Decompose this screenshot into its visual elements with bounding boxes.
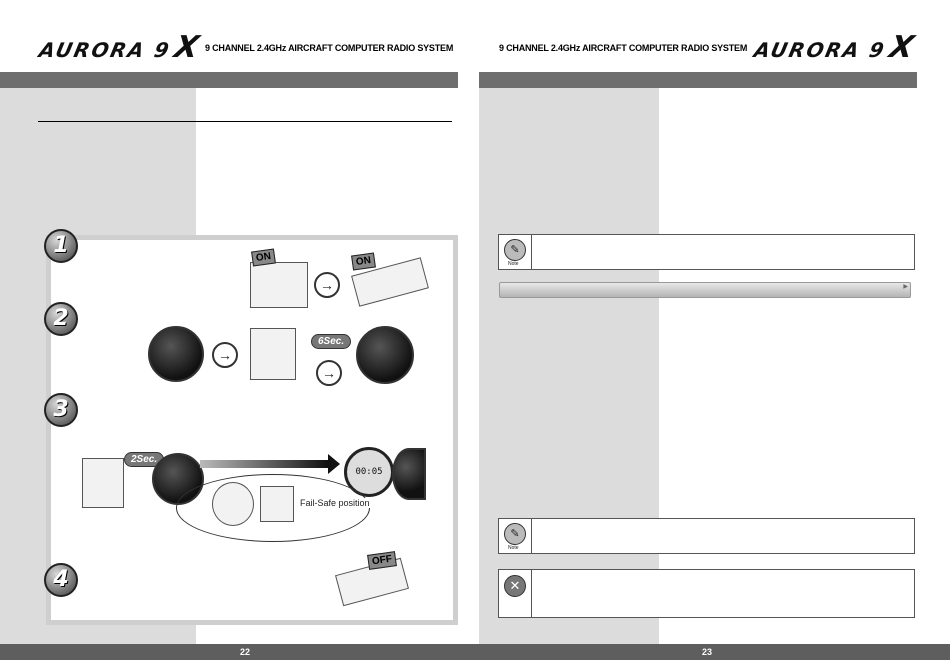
header-tagline: 9 CHANNEL 2.4GHz AIRCRAFT COMPUTER RADIO SYSTEM <box>205 43 454 53</box>
page-number-right: 23 <box>701 647 712 657</box>
warning-divider <box>531 570 532 617</box>
note-label: Note <box>508 261 519 267</box>
warning-icon: ✕ <box>504 575 526 597</box>
tx-on-badge: ON <box>251 248 276 266</box>
note-divider <box>531 235 532 269</box>
two-sec-badge: 2Sec. <box>124 452 164 467</box>
note-divider <box>531 519 532 553</box>
right-page <box>475 0 950 672</box>
servo-illustration <box>260 486 294 522</box>
logo-text: AURORA 9 <box>36 38 174 62</box>
note-box-2 <box>498 518 915 554</box>
note-box-1 <box>498 234 915 270</box>
arrow-icon: → <box>212 342 238 368</box>
logo-x: X <box>886 30 919 65</box>
receiver-closeup-4 <box>392 448 426 500</box>
note-icon: ✎ <box>504 239 526 261</box>
stopwatch-icon: 00:05 <box>344 447 394 497</box>
right-gray-column <box>479 88 659 644</box>
section-heading-bar <box>499 282 911 298</box>
section-rule <box>38 121 452 122</box>
corner-mark: ▶ <box>903 284 908 290</box>
header-tagline: 9 CHANNEL 2.4GHz AIRCRAFT COMPUTER RADIO SYSTEM <box>499 43 748 53</box>
header-band <box>0 72 458 88</box>
step-1-badge: 1 <box>44 229 78 263</box>
bind-button-illustration <box>82 458 124 508</box>
step-2-badge: 2 <box>44 302 78 336</box>
note-label: Note <box>508 545 519 551</box>
page-number-left: 22 <box>239 647 250 657</box>
rx-off-badge: OFF <box>367 551 397 570</box>
transmitter-illustration <box>250 262 308 308</box>
aurora-logo <box>36 30 204 65</box>
note-icon: ✎ <box>504 523 526 545</box>
aurora-logo <box>751 30 919 65</box>
arrow-icon: → <box>314 272 340 298</box>
progress-arrow <box>200 460 328 468</box>
header-band <box>479 72 917 88</box>
warning-box <box>498 569 915 618</box>
step-3-badge: 3 <box>44 393 78 427</box>
step-4-badge: 4 <box>44 563 78 597</box>
arrow-icon: → <box>316 360 342 386</box>
failsafe-label: Fail-Safe position <box>300 498 370 508</box>
six-sec-badge: 6Sec. <box>311 334 351 349</box>
rx-on-badge: ON <box>351 252 376 270</box>
receiver-closeup-1 <box>148 326 204 382</box>
receiver-closeup-2 <box>356 326 414 384</box>
logo-x: X <box>171 30 204 65</box>
logo-text: AURORA 9 <box>751 38 889 62</box>
bind-button-press-illustration <box>250 328 296 380</box>
transmitter-sticks-illustration <box>212 482 254 526</box>
